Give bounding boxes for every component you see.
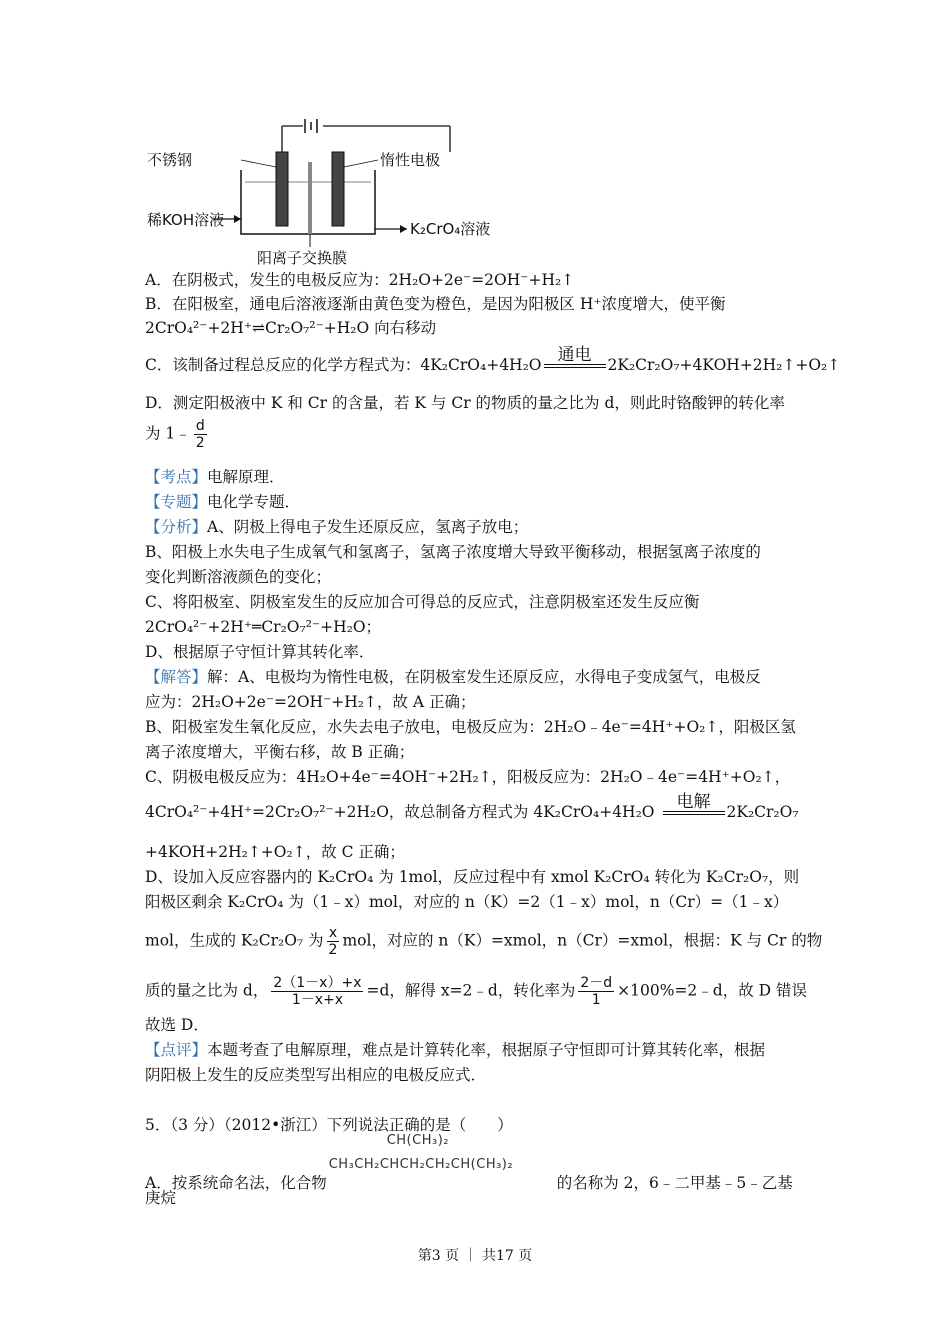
option-c [145, 345, 841, 377]
fenxi-tag: 【分析】 [145, 518, 208, 536]
fenxi-d: D、根据原子守恒计算其转化率． [145, 643, 375, 661]
electrolysis-condition-arrow-2: 电解 [663, 793, 725, 815]
jieda-tag: 【解答】 [145, 668, 208, 686]
jieda-d3: mol，生成的 K₂Cr₂O₇ 为 $\frac{x}{2}$ mol，对应的 n（K）=xmol，n（Cr）=xmol，根据：K 与 Cr 的物 [145, 925, 823, 958]
stainless-steel-label: 不锈钢 [147, 151, 193, 169]
jieda-d2: 阳极区剩余 K₂CrO₄ 为（1﹣x）mol，对应的 n（K）=2（1﹣x）mol，n（Cr）=（1﹣x） [145, 893, 789, 911]
fenxi-b2: 变化判断溶液颜色的变化； [145, 568, 332, 586]
option-c-products: 2K₂Cr₂O₇+4KOH+2H₂↑+O₂↑ [607, 356, 841, 374]
fenxi-line: 【分析】A、阴极上得电子发生还原反应，氢离子放电； [145, 518, 529, 536]
option-d-line2: 为 1﹣ $\frac{d}{2}$ [145, 418, 205, 451]
question5-option-a-cont: 庚烷 [145, 1189, 177, 1207]
page-footer: 第3 页 ｜ 共17 页 [417, 1248, 533, 1264]
k2cro4-solution-label: K₂CrO₄溶液 [410, 220, 490, 238]
dianping-2: 阴阳极上发生的反应类型写出相应的电极反应式． [145, 1066, 487, 1084]
jieda-c2: 4CrO₄²⁻+4H⁺=2Cr₂O₇²⁻+2H₂O，故总制备方程式为 4K₂CrO₄+4H₂O 电解 2K₂Cr₂O₇ [145, 792, 799, 821]
option-a: A．在阴极式，发生的电极反应为：2H₂O+2e⁻=2OH⁻+H₂↑ [145, 271, 575, 289]
fenxi-c1: C、将阳极室、阴极室发生的反应加合可得总的反应式，注意阴极室还发生反应衡 [145, 593, 700, 611]
option-b-line1: B．在阳极室，通电后溶液逐渐由黄色变为橙色，是因为阳极区 H⁺浓度增大，使平衡 [145, 295, 726, 313]
jieda-c3: +4KOH+2H₂↑+O₂↑，故 C 正确； [145, 843, 405, 861]
structural-formula [328, 1133, 557, 1193]
condition-label: 通电 [557, 345, 592, 365]
main-chain: CH₃CH₂CHCH₂CH₂CH(CH₃)₂ [328, 1157, 514, 1172]
dianping-line: 【点评】本题考查了电解原理，难点是计算转化率，根据原子守恒即可计算其转化率，根据 [145, 1041, 766, 1059]
dilute-koh-label: 稀KOH溶液 [147, 211, 225, 229]
jieda-a2: 应为：2H₂O+2e⁻=2OH⁻+H₂↑，故 A 正确； [145, 693, 476, 711]
option-d-line1: D．测定阳极液中 K 和 Cr 的含量，若 K 与 Cr 的物质的量之比为 d，则此时铬酸钾的转化率 [145, 394, 785, 412]
zhuanti-line: 【专题】电化学专题． [145, 493, 301, 511]
fenxi-c2: 2CrO₄²⁻+2H⁺═Cr₂O₇²⁻+H₂O； [145, 618, 382, 636]
option-c-reactants: C．该制备过程总反应的化学方程式为：4K₂CrO₄+4H₂O [145, 356, 542, 374]
question5-option-a: A．按系统命名法，化合物 CH(CH₃)₂ CH₃CH₂CHCH₂CH₂CH(CH₃)₂ 的名称为 2，6﹣二甲基﹣5﹣乙基 [145, 1133, 793, 1192]
electrolysis-condition-arrow [544, 346, 606, 368]
kaodian-line: 【考点】电解原理． [145, 468, 285, 486]
jieda-end: 故选 D． [145, 1016, 209, 1034]
fraction-ratio: $\frac{2(1-x)+x}{1-x+x}$ [273, 975, 362, 1008]
zhuanti-tag: 【专题】 [145, 493, 208, 511]
fenxi-b1: B、阳极上水失电子生成氧气和氢离子，氢离子浓度增大导致平衡移动，根据氢离子浓度的 [145, 543, 761, 561]
branch-group: CH(CH₃)₂ [386, 1133, 449, 1148]
jieda-b2: 离子浓度增大，平衡右移，故 B 正确； [145, 743, 415, 761]
jieda-d1: D、设加入反应容器内的 K₂CrO₄ 为 1mol，反应过程中有 xmol K₂CrO₄ 转化为 K₂Cr₂O₇，则 [145, 868, 800, 886]
kaodian-tag: 【考点】 [145, 468, 208, 486]
jieda-c1: C、阴极电极反应为：4H₂O+4e⁻=4OH⁻+2H₂↑，阳极反应为：2H₂O﹣4e⁻=4H⁺+O₂↑， [145, 768, 791, 786]
option-b-line2: 2CrO₄²⁻+2H⁺⇌Cr₂O₇²⁻+H₂O 向右移动 [145, 319, 437, 337]
question5-stem: 5．（3 分）（2012•浙江）下列说法正确的是（ ） [145, 1116, 513, 1134]
cation-exchange-membrane-label: 阳离子交换膜 [257, 249, 348, 267]
inert-electrode-label: 惰性电极 [380, 151, 441, 169]
electrolysis-cell-diagram [145, 112, 490, 270]
jieda-b1: B、阳极室发生氧化反应，水失去电子放电，电极反应为：2H₂O﹣4e⁻=4H⁺+O₂↑，阳极区氢 [145, 718, 796, 736]
fraction-x-over-2: $\frac{x}{2}$ [328, 925, 338, 958]
fraction-conversion: $\frac{2-d}{1}$ [580, 975, 613, 1008]
dianping-tag: 【点评】 [145, 1041, 208, 1059]
jieda-d4: 质的量之比为 d， $\frac{2(1-x)+x}{1-x+x}$ =d，解得 x=2﹣d，转化率为 $\frac{2-d}{1}$ ×100%=2﹣d，故 D 错误 [145, 975, 807, 1008]
jieda-line: 【解答】解：A、电极均为惰性电极，在阴极室发生还原反应，水得电子变成氢气，电极反 [145, 668, 761, 686]
fraction-d-over-2: $\frac{d}{2}$ [195, 418, 205, 451]
